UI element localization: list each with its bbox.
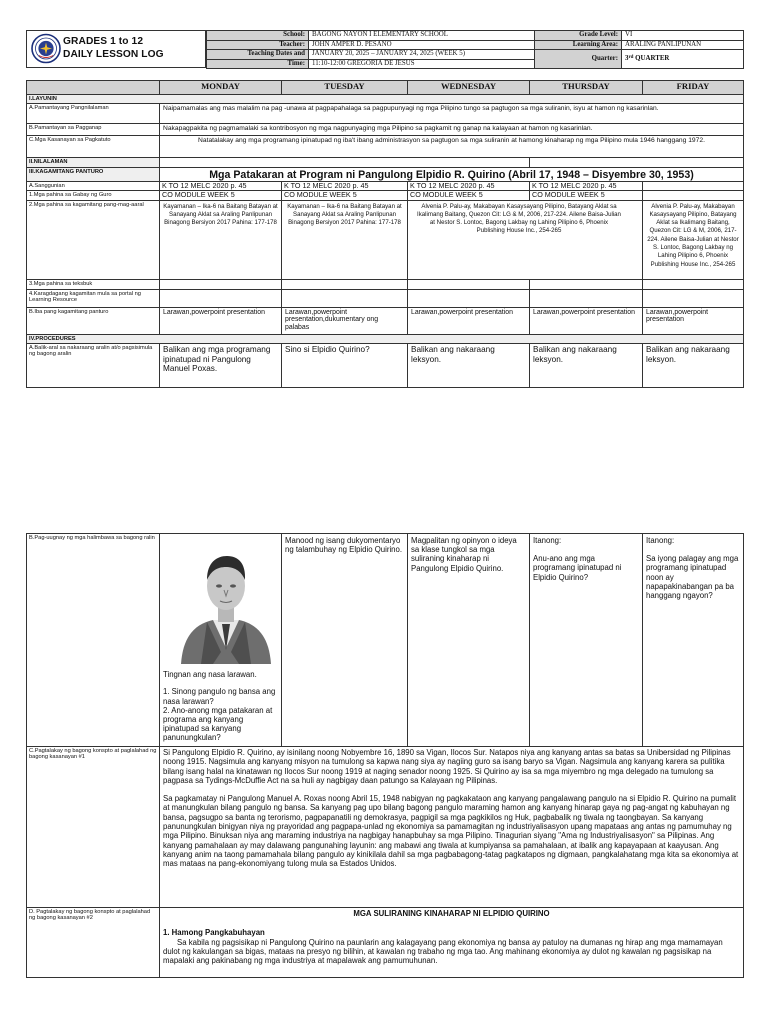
gabay-thursday: CO MODULE WEEK 5 (530, 191, 643, 200)
school-label: School: (207, 31, 309, 41)
balik-aral-monday: Balikan ang mga programang ipinatupad ni Pangulong Manuel Poxas. (160, 343, 282, 387)
label-gabay-ng-guro: 1.Mga pahina sa Gabay ng Guro (27, 191, 160, 200)
lr-thursday (530, 289, 643, 307)
info-row-school (207, 31, 744, 41)
quarter-label: Quarter: (535, 50, 622, 69)
pag-uugnay-tuesday: Manood ng isang dukyomentaryo ng talambuhay ng Elpidio Quirino. (282, 534, 408, 747)
balik-aral-friday: Balikan ang nakaraang leksyon. (643, 343, 744, 387)
time-label: Time: (207, 59, 309, 69)
teacher-label: Teacher: (207, 40, 309, 50)
portrait-question-2: 2. Ano-anong mga patakaran at programa ang kanyang ipinatupad sa kanyang panunungkulan? (163, 705, 273, 743)
pangmag-tuesday: Kayamanan – Ika-6 na Baitang Batayan at Sanayang Aklat sa Araling Panlipunan Binagong Bersiyon 2017 Pahina: 177-178 (282, 200, 408, 279)
iba-thursday: Larawan,powerpoint presentation (530, 307, 643, 334)
friday-question: Sa iyong palagay ang mga programang ipinatupad noon ay napapakinabangan pa ba hanggang ngayon? (646, 554, 739, 601)
pangmag-friday: Alvenia P. Palu-ay, Makabayan Kasaysayang Pilipino, Batayang Aklat sa Ikalimang Baitang, Quezon Cit: LG & M, 2006, 217-224. Ailene Baisa-Julian at Nestor S. Lontoc, Bagong Lakbay ng Lahing Pilipino 6, Phoenix Publishing House Inc., 254-265 (643, 200, 744, 279)
section-kagamitang-panturo: III.KAGAMITANG PANTURO (27, 167, 160, 181)
section-procedures (27, 334, 744, 343)
portrait-question-1: 1. Sinong pangulo ng bansa ang nasa larawan? (163, 687, 276, 706)
thursday-itanong: Itanong: (533, 536, 562, 545)
area-value: ARALING PANLIPUNAN (622, 40, 744, 50)
gabay-monday: CO MODULE WEEK 5 (160, 191, 282, 200)
pag-uugnay-friday (643, 534, 744, 747)
row-pagtalakay-1 (27, 747, 744, 908)
label-pamantayang-pangnilalaman: A.Pamantayang Pangnilalaman (27, 104, 160, 124)
label-iba-pang-kagamitan: B.Iba pang kagamitang panturo (27, 307, 160, 334)
hamong-pangkabuhayan-text: Sa kabila ng pagsisikap ni Pangulong Quirino na paunlarin ang kalagayang pang ekonomiya ng bansa ay patuloy na dumanas ng hirap ang mga mamamayan dulot ng kakulangan sa bigas, mataas na presyo ng bilihin, at kawalan ng trabaho ng mga tao. Ang mahinang ekonomiya ay dulot ng kawalan ng pagsisikap na mapalaki ang pakinabang ng mga industriya at mapalawak ang pamumuhunan. (163, 937, 723, 966)
iba-friday: Larawan,powerpoint presentation (643, 307, 744, 334)
label-teksbuk: 3.Mga pahina sa teksbuk (27, 279, 160, 289)
gabay-tuesday: CO MODULE WEEK 5 (282, 191, 408, 200)
row-kagamitang-panturo (27, 167, 744, 181)
iba-tuesday: Larawan,powerpoint presentation,dukumentary ong palabas (282, 307, 408, 334)
row-pagtalakay-2 (27, 908, 744, 978)
sanggunian-wednesday: K TO 12 MELC 2020 p. 45 (408, 181, 530, 190)
label-learning-resource: 4.Karagdagang kagamitan mula sa portal ng Learning Resource (27, 289, 160, 307)
row-balik-aral (27, 343, 744, 387)
dll-title-line2: DAILY LESSON LOG (63, 49, 164, 60)
section-nilalaman-label: II.NILALAMAN (27, 157, 160, 167)
row-gabay-ng-guro (27, 191, 744, 200)
row-iba-pang-kagamitan (27, 307, 744, 334)
quirino-portrait-image (167, 540, 282, 664)
iba-wednesday: Larawan,powerpoint presentation (408, 307, 530, 334)
dll-title-line1: GRADES 1 to 12 (63, 36, 144, 47)
pag-uugnay-wednesday: Magpalitan ng opinyon o ideya sa klase tungkol sa mga suliraning kinaharap ni Pangulong Elpidio Quirino. (408, 534, 530, 747)
teksbuk-thursday (530, 279, 643, 289)
row-pamantayang-pangnilalaman (27, 104, 744, 124)
grade-label: Grade Level: (535, 31, 622, 41)
pangmag-monday: Kayamanan – Ika-6 na Baitang Batayan at Sanayang Aklat sa Araling Panlipunan Binagong Bersiyon 2017 Pahina: 177-178 (160, 200, 282, 279)
label-kasanayan-sa-pagkatuto: C.Mga Kasanayan sa Pagkatuto (27, 135, 160, 157)
balik-aral-tuesday: Sino si Elpidio Quirino? (282, 343, 408, 387)
teksbuk-tuesday (282, 279, 408, 289)
quarter-suffix: rd (628, 54, 634, 60)
lr-wednesday (408, 289, 530, 307)
row-pag-uugnay (27, 534, 744, 747)
row-sanggunian (27, 181, 744, 190)
header-info-table (206, 30, 744, 69)
day-header-monday: MONDAY (160, 81, 282, 95)
quarter-word: QUARTER (633, 54, 670, 62)
area-label: Learning Area: (535, 40, 622, 50)
day-header-row (27, 81, 744, 95)
gabay-friday (643, 191, 744, 200)
lesson-plan-table-continued (26, 533, 744, 978)
text-pamantayan-sa-pagganap: Nakapagpakita ng pagmamalaki sa kontribosyon ng mga nagpunyaging mga Pilipino sa pagkamit ng ganap na kalayaan at hamon ng kasarinlan. (160, 124, 744, 135)
dll-title (63, 35, 164, 61)
text-kasanayan-sa-pagkatuto: Natatalakay ang mga programang ipinatupad ng iba't ibang administrasyon sa pagtugon sa mga suliranin at hamong kinaharap ng mga Pilipino mula 1946 hanggang 1972. (160, 135, 744, 157)
section-nilalaman (27, 157, 744, 167)
lesson-topic: Mga Patakaran at Program ni Pangulong Elpidio R. Quirino (Abril 17, 1948 – Disyembre 30, 1953) (160, 167, 744, 181)
row-pamantayan-sa-pagganap (27, 124, 744, 135)
label-sanggunian: A.Sanggunian (27, 181, 160, 190)
lr-tuesday (282, 289, 408, 307)
teksbuk-friday (643, 279, 744, 289)
balik-aral-wednesday: Balikan ang nakaraang leksyon. (408, 343, 530, 387)
gabay-wednesday: CO MODULE WEEK 5 (408, 191, 530, 200)
suliranin-title: MGA SULIRANING KINAHARAP NI ELPIDIO QUIRINO (353, 909, 550, 918)
day-header-thursday: THURSDAY (530, 81, 643, 95)
nilalaman-blank-b (530, 157, 744, 167)
row-kasanayan-sa-pagkatuto (27, 135, 744, 157)
teacher-value: JOHN AMPER D. PESANO (309, 40, 535, 50)
row-teksbuk (27, 279, 744, 289)
school-value: BAGONG NAYON I ELEMENTARY SCHOOL (309, 31, 535, 41)
pag-uugnay-monday (160, 534, 282, 747)
thursday-question: Anu-ano ang mga programang ipinatupad ni Elpidio Quirino? (533, 554, 622, 582)
nilalaman-blank-a (160, 157, 530, 167)
pagtalakay-1-text (160, 747, 744, 908)
sanggunian-monday: K TO 12 MELC 2020 p. 45 (160, 181, 282, 190)
label-pag-uugnay: B.Pag-uugnay ng mga halimbawa sa bagong ralin (27, 534, 160, 747)
section-procedures-label: IV.PROCEDURES (27, 334, 744, 343)
iba-monday: Larawan,powerpoint presentation (160, 307, 282, 334)
deped-seal-icon (31, 33, 61, 64)
pag-uugnay-thursday (530, 534, 643, 747)
friday-itanong: Itanong: (646, 536, 675, 545)
info-row-dates (207, 50, 744, 60)
lesson-plan-table (26, 80, 744, 388)
sanggunian-friday (643, 181, 744, 190)
quarter-number: 3 (625, 54, 629, 62)
balik-aral-thursday: Balikan ang nakaraang leksyon. (530, 343, 643, 387)
section-layunin (27, 95, 744, 104)
section-layunin-label: I.LAYUNIN (27, 95, 744, 104)
dates-value: JANUARY 20, 2025 – JANUARY 24, 2025 (WEEK 5) (309, 50, 535, 60)
portrait-caption: Tingnan ang nasa larawan. (163, 670, 257, 680)
label-balik-aral: A.Balik-aral sa nakaraang aralin at/o pagsisimula ng bagong aralin (27, 343, 160, 387)
day-header-tuesday: TUESDAY (282, 81, 408, 95)
row-kagamitang-pang-mag-aaral (27, 200, 744, 279)
teksbuk-monday (160, 279, 282, 289)
label-pamantayan-sa-pagganap: B.Pamantayan sa Pagganap (27, 124, 160, 135)
pagtalakay-2-text (160, 908, 744, 978)
day-header-wednesday: WEDNESDAY (408, 81, 530, 95)
dll-title-box (26, 30, 206, 68)
lr-friday (643, 289, 744, 307)
dates-label: Teaching Dates and (207, 50, 309, 60)
pangmag-wednesday: Alvenia P. Palu-ay, Makabayan Kasaysayang Pilipino, Batayang Aklat sa Ikalimang Baitang, Quezon Cit: LG & M, 2006, 217-224. Ailene Baisa-Julian at Nestor S. Lontoc, Bagong Lakbay ng Lahing Pilipino 6, Phoenix Publishing House Inc., 254-265 (408, 200, 643, 279)
hamong-pangkabuhayan-heading: 1. Hamong Pangkabuhayan (163, 928, 265, 938)
sanggunian-tuesday: K TO 12 MELC 2020 p. 45 (282, 181, 408, 190)
quirino-bio-paragraph: Si Pangulong Elpidio R. Quirino, ay isinilang noong Nobyembre 16, 1890 sa Vigan, Ilocos Sur. Natapos niya ang kanyang antas sa batas sa Unibersidad ng Pilipinas noong 1915. Nagsimula ang kanyang misyon na tumulong sa kapwa nang siya ay nagiing guro sa isang baryo sa Vigan. Nagsimula ang kanyang karera sa pulitika bilang isang halal na kinatawan ng Ilocos Sur noong 1919 at naging senador noong 1925. Si Quirino ay isa sa mga miyembro ng mga delegado na tumulong sa pagpasa sa Tydings-McDuffie Act na sa huli ay nagbigay daan patungo sa Kalayaan ng Pilipinas. (163, 748, 731, 785)
day-header-friday: FRIDAY (643, 81, 744, 95)
corner-cell (27, 81, 160, 95)
row-learning-resource (27, 289, 744, 307)
grade-value: VI (622, 31, 744, 41)
text-pamantayang-pangnilalaman: Naipamamalas ang mas malalim na pag -unawa at pagpapahalaga sa pagpupunyagi ng mga Pilipino tungo sa pagtugon sa mga suliranin, isyu at hamon ng kasarinlan. (160, 104, 744, 124)
sanggunian-thursday: K TO 12 MELC 2020 p. 45 (530, 181, 643, 190)
quirino-term-paragraph: Sa pagkamatay ni Pangulong Manuel A. Roxas noong Abril 15, 1948 nabigyan ng pagkakataon ang kanyang pangalawang pangulo na si Elpidio R. Quirino na pumalit at manungkulan bilang pangulo ng bansa. Sa kanyang pag upo bilang bagong pangulo maraming hamon ang kanyang hinarap gaya ng pag-angat ng kabuhayan ng bansa, pagsugpo sa banta ng terorismo, pagpapanatili ng demokrasya, pagpigil sa mga pagkikilos ng Huk, pagbabalik ng tiwala ng taongbayan. Sa kanyang panunungkulan binigyan niya ng prayoridad ang pagpapa-unlad ng ekonomiya sa pamamagitan ng industriyalisasyon upang mapataas ang antas ng pamumuhay ng mga Pilipino. Binuksan niya ang maraming industriya na nagbigay hanapbuhay sa mga Pilipino. Tinagurian siyang "Ama ng Industriyalisasyon" sa Pilipinas. Ang kanyang pamahalaan ay may dalawang pangunahing layunin: ang mabawi ang tiwala at kumpiyansa sa pamahalaan, at ibalik ang kapayapaan at kaayusan. Ang kanyang anim na taong pamamahala bilang pangulo ay kinikilala dahil sa mga pagbabagong-tatag pagkatapos ng digmaan, pangkalahatang mga kita sa ekonomiya at mas mataas na pang-ekonomiyang tulong mula sa Estados Unidos. (163, 794, 739, 869)
teksbuk-wednesday (408, 279, 530, 289)
label-pagtalakay-1: C.Pagtalakay ng bagong konspto at paglalahad ng bagong kasanayan #1 (27, 747, 160, 908)
label-pagtalakay-2: D. Pagtalakay ng bagong konspto at paglalahad ng bagong kasanayan #2 (27, 908, 160, 978)
quarter-value (622, 50, 744, 69)
info-row-teacher (207, 40, 744, 50)
lr-monday (160, 289, 282, 307)
label-kagamitang-pang-mag-aaral: 2.Mga pahina sa kagamitang pang-mag-aaral (27, 200, 160, 279)
time-value: 11:10-12:00 GREGORIA DE JESUS (309, 59, 535, 69)
